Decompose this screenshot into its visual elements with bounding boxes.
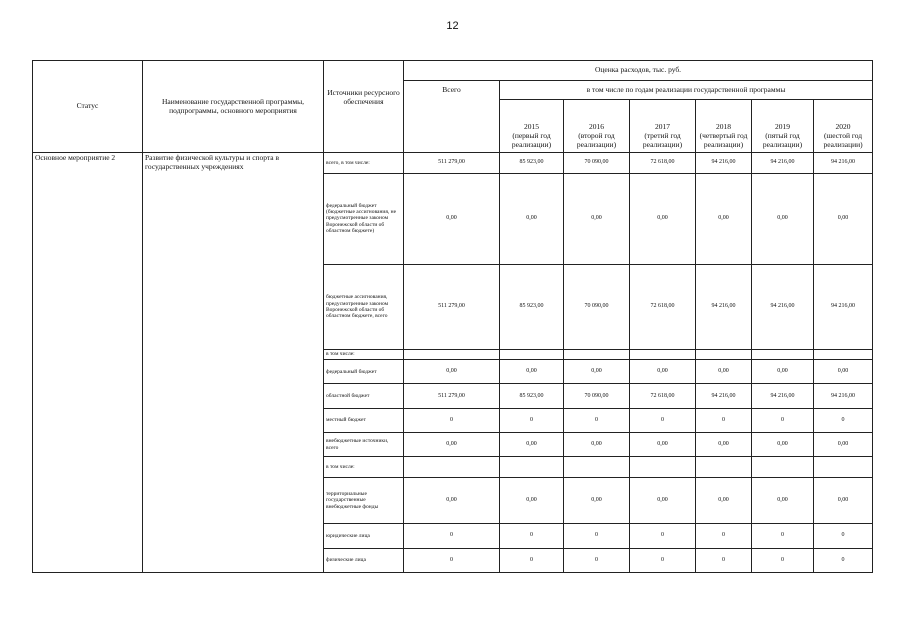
value-cell: 0,00 [404, 173, 500, 264]
value-cell: 94 216,00 [752, 384, 814, 408]
value-cell: 0,00 [696, 477, 752, 524]
header-sources: Источники ресурсного обеспечения [324, 61, 404, 153]
value-cell: 0 [752, 524, 814, 548]
value-cell: 0,00 [696, 433, 752, 457]
value-cell [696, 457, 752, 477]
value-cell [564, 349, 630, 359]
value-cell: 0,00 [630, 433, 696, 457]
value-cell: 0,00 [696, 360, 752, 384]
value-cell: 0,00 [630, 477, 696, 524]
value-cell: 0,00 [752, 433, 814, 457]
value-cell: 72 618,00 [630, 384, 696, 408]
value-cell: 0 [814, 524, 873, 548]
value-cell: 0 [404, 548, 500, 572]
value-cell [752, 349, 814, 359]
source-cell: территориальные государственные внебюджетные фонды [324, 477, 404, 524]
value-cell: 0,00 [500, 433, 564, 457]
value-cell: 0 [564, 408, 630, 432]
source-cell: местный бюджет [324, 408, 404, 432]
value-cell: 511 279,00 [404, 384, 500, 408]
value-cell: 0,00 [500, 477, 564, 524]
value-cell: 0,00 [630, 173, 696, 264]
value-cell: 0,00 [500, 173, 564, 264]
resource-table [32, 60, 873, 573]
value-cell: 0 [696, 524, 752, 548]
source-cell: в том числе: [324, 457, 404, 477]
value-cell: 85 923,00 [500, 153, 564, 173]
value-cell: 0,00 [814, 433, 873, 457]
value-cell: 0,00 [404, 477, 500, 524]
value-cell: 511 279,00 [404, 264, 500, 349]
table-row [33, 153, 873, 173]
source-cell: в том числе: [324, 349, 404, 359]
value-cell [814, 349, 873, 359]
header-year-2016: 2016 (второй год реализации) [564, 99, 630, 153]
header-year-2018: 2018 (четвертый год реализации) [696, 99, 752, 153]
value-cell: 0,00 [404, 360, 500, 384]
status-cell: Основное мероприятие 2 [33, 153, 143, 573]
header-estimate: Оценка расходов, тыс. руб. [404, 61, 873, 81]
source-cell: федеральный бюджет [324, 360, 404, 384]
header-by-years: в том числе по годам реализации государственной программы [500, 81, 873, 99]
source-cell: бюджетные ассигнования, предусмотренные законом Воронежской области об областном бюджете, всего [324, 264, 404, 349]
header-year-2020: 2020 (шестой год реализации) [814, 99, 873, 153]
value-cell: 0,00 [814, 360, 873, 384]
value-cell [752, 457, 814, 477]
value-cell: 94 216,00 [814, 384, 873, 408]
value-cell: 0,00 [500, 360, 564, 384]
value-cell [564, 457, 630, 477]
value-cell [500, 457, 564, 477]
value-cell: 0 [752, 548, 814, 572]
value-cell [696, 349, 752, 359]
source-cell: областной бюджет [324, 384, 404, 408]
source-cell: федеральный бюджет (бюджетные ассигнования, не предусмотренные законом Воронежской области об областном бюджете) [324, 173, 404, 264]
page-number: 12 [446, 20, 459, 32]
value-cell: 0 [814, 548, 873, 572]
value-cell: 72 618,00 [630, 264, 696, 349]
value-cell: 0 [630, 408, 696, 432]
value-cell: 0 [696, 548, 752, 572]
value-cell: 94 216,00 [814, 153, 873, 173]
value-cell: 72 618,00 [630, 153, 696, 173]
value-cell: 0 [752, 408, 814, 432]
value-cell: 0,00 [752, 360, 814, 384]
header-year-2015: 2015 (первый год реализации) [500, 99, 564, 153]
value-cell: 94 216,00 [696, 264, 752, 349]
value-cell: 85 923,00 [500, 384, 564, 408]
value-cell: 94 216,00 [696, 153, 752, 173]
value-cell: 0 [500, 408, 564, 432]
value-cell: 0,00 [564, 360, 630, 384]
value-cell [630, 457, 696, 477]
source-cell: физические лица [324, 548, 404, 572]
header-name: Наименование государственной программы, подпрограммы, основного мероприятия [143, 61, 324, 153]
value-cell: 94 216,00 [752, 153, 814, 173]
header-year-2017: 2017 (третий год реализации) [630, 99, 696, 153]
value-cell: 94 216,00 [752, 264, 814, 349]
value-cell: 511 279,00 [404, 153, 500, 173]
value-cell: 0 [630, 524, 696, 548]
value-cell: 0,00 [752, 173, 814, 264]
value-cell: 0,00 [752, 477, 814, 524]
value-cell: 70 090,00 [564, 153, 630, 173]
value-cell: 0,00 [814, 477, 873, 524]
value-cell [500, 349, 564, 359]
header-total: Всего [404, 81, 500, 153]
value-cell [404, 349, 500, 359]
value-cell: 70 090,00 [564, 264, 630, 349]
value-cell [814, 457, 873, 477]
value-cell: 94 216,00 [696, 384, 752, 408]
value-cell: 0 [814, 408, 873, 432]
value-cell: 0 [404, 524, 500, 548]
value-cell: 0,00 [564, 433, 630, 457]
value-cell: 0 [404, 408, 500, 432]
value-cell: 85 923,00 [500, 264, 564, 349]
value-cell: 0,00 [814, 173, 873, 264]
value-cell [404, 457, 500, 477]
value-cell: 0,00 [696, 173, 752, 264]
header-status: Статус [33, 61, 143, 153]
value-cell: 0,00 [564, 477, 630, 524]
header-year-2019: 2019 (пятый год реализации) [752, 99, 814, 153]
value-cell: 0 [500, 548, 564, 572]
value-cell: 0 [564, 548, 630, 572]
value-cell: 0 [500, 524, 564, 548]
value-cell: 0,00 [564, 173, 630, 264]
value-cell [630, 349, 696, 359]
value-cell: 0,00 [404, 433, 500, 457]
value-cell: 94 216,00 [814, 264, 873, 349]
value-cell: 0 [564, 524, 630, 548]
source-cell: юридические лица [324, 524, 404, 548]
activity-name-cell: Развитие физической культуры и спорта в государственных учреждениях [143, 153, 324, 573]
value-cell: 0 [630, 548, 696, 572]
value-cell: 0 [696, 408, 752, 432]
value-cell: 0,00 [630, 360, 696, 384]
source-cell: внебюджетные источники, всего [324, 433, 404, 457]
source-cell: всего, в том числе: [324, 153, 404, 173]
value-cell: 70 090,00 [564, 384, 630, 408]
